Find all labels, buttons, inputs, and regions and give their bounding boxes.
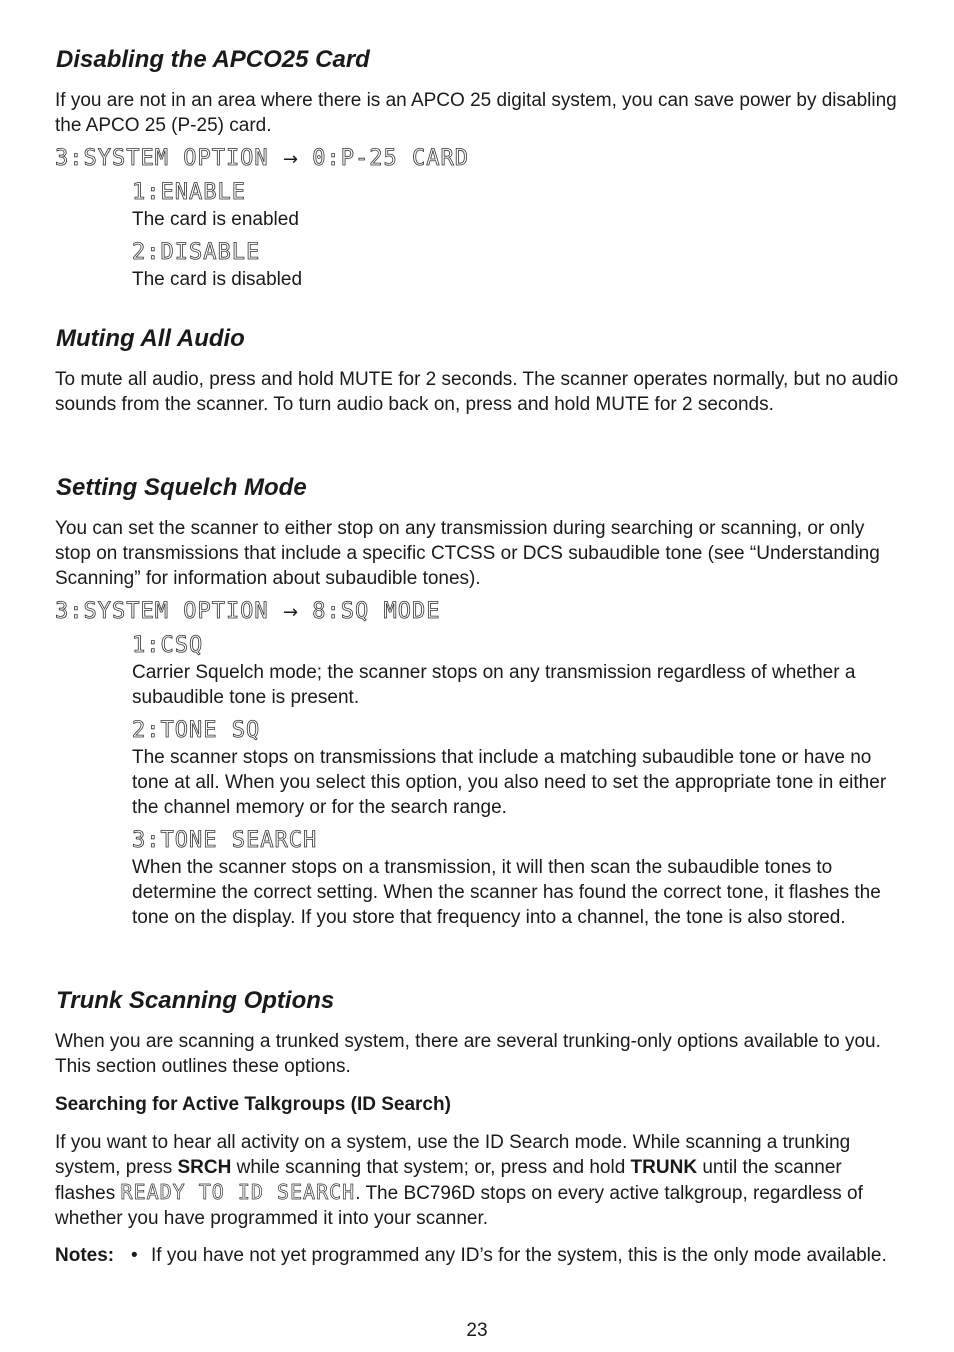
menu-path-right: 8:SQ MODE bbox=[312, 599, 441, 624]
muting-paragraph: To mute all audio, press and hold MUTE for 2 seconds. The scanner operates normally, but no audio sounds from the scanner. To turn audio back on, press and hold MUTE for 2 seconds. bbox=[55, 369, 899, 415]
squelch-menu-path bbox=[55, 599, 441, 626]
menu-path-right: 0:P-25 CARD bbox=[312, 146, 469, 171]
option-desc-disable: The card is disabled bbox=[132, 269, 303, 290]
text-run: If you want to hear all activity on a system, use the ID Search mode. While scanning a trunking system, press bbox=[55, 1132, 851, 1178]
note-text: If you have not yet programmed any ID’s for the system, this is the only mode available. bbox=[151, 1245, 887, 1266]
option-desc-csq: Carrier Squelch mode; the scanner stops on any transmission regardless of whether a subaudible tone is present. bbox=[132, 662, 856, 708]
option-desc-tone-search: When the scanner stops on a transmission, it will then scan the subaudible tones to determine the correct setting. When the scanner has found the correct tone, it flashes the tone on the display. If you store that frequency into a channel, the tone is also stored. bbox=[132, 857, 881, 928]
section-title-muting: Muting All Audio bbox=[56, 325, 245, 352]
text-run: until the scanner flashes bbox=[55, 1157, 842, 1204]
arrow-icon: → bbox=[282, 602, 299, 623]
option-desc-enable: The card is enabled bbox=[132, 209, 299, 230]
key-trunk: TRUNK bbox=[630, 1157, 698, 1178]
page-number: 23 bbox=[466, 1320, 488, 1341]
menu-path-left: 3:SYSTEM OPTION bbox=[55, 146, 269, 171]
text-run: . The BC796D stops on every active talkgroup, regardless of whether you have programmed it into your scanner. bbox=[55, 1183, 863, 1229]
option-code-csq: 1:CSQ bbox=[132, 633, 204, 658]
id-search-paragraph bbox=[55, 1130, 905, 1231]
squelch-paragraph: You can set the scanner to either stop on any transmission during searching or scanning, or only stop on transmissions that include a specific CTCSS or DCS subaudible tone (see “Understanding Scanning” for information about subaudible tones). bbox=[55, 518, 880, 589]
option-code-tone-search: 3:TONE SEARCH bbox=[132, 828, 318, 853]
apco25-menu-path bbox=[55, 146, 469, 173]
lcd-ready-to-id-search: READY TO ID SEARCH bbox=[120, 1180, 356, 1204]
section-title-trunk: Trunk Scanning Options bbox=[56, 987, 335, 1014]
option-code-tone-sq: 2:TONE SQ bbox=[132, 718, 261, 743]
apco25-paragraph: If you are not in an area where there is an APCO 25 digital system, you can save power by disabling the APCO 25 (P-25) card. bbox=[55, 90, 897, 136]
section-title-squelch: Setting Squelch Mode bbox=[56, 474, 307, 501]
trunk-paragraph: When you are scanning a trunked system, there are several trunking-only options available to you. This section outlines these options. bbox=[55, 1031, 881, 1077]
option-desc-tone-sq: The scanner stops on transmissions that include a matching subaudible tone or have no tone at all. When you select this option, you also need to set the appropriate tone in either the channel memory or for the search range. bbox=[132, 747, 887, 818]
subheading-id-search: Searching for Active Talkgroups (ID Search) bbox=[55, 1094, 451, 1115]
section-title-apco25: Disabling the APCO25 Card bbox=[56, 46, 370, 73]
bullet-icon: • bbox=[131, 1245, 138, 1266]
key-srch: SRCH bbox=[177, 1157, 232, 1178]
option-code-enable: 1:ENABLE bbox=[132, 180, 246, 205]
text-run: while scanning that system; or, press and hold bbox=[231, 1157, 631, 1178]
menu-path-left: 3:SYSTEM OPTION bbox=[55, 599, 269, 624]
notes-label: Notes: bbox=[55, 1245, 115, 1266]
arrow-icon: → bbox=[282, 149, 299, 170]
option-code-disable: 2:DISABLE bbox=[132, 240, 261, 265]
